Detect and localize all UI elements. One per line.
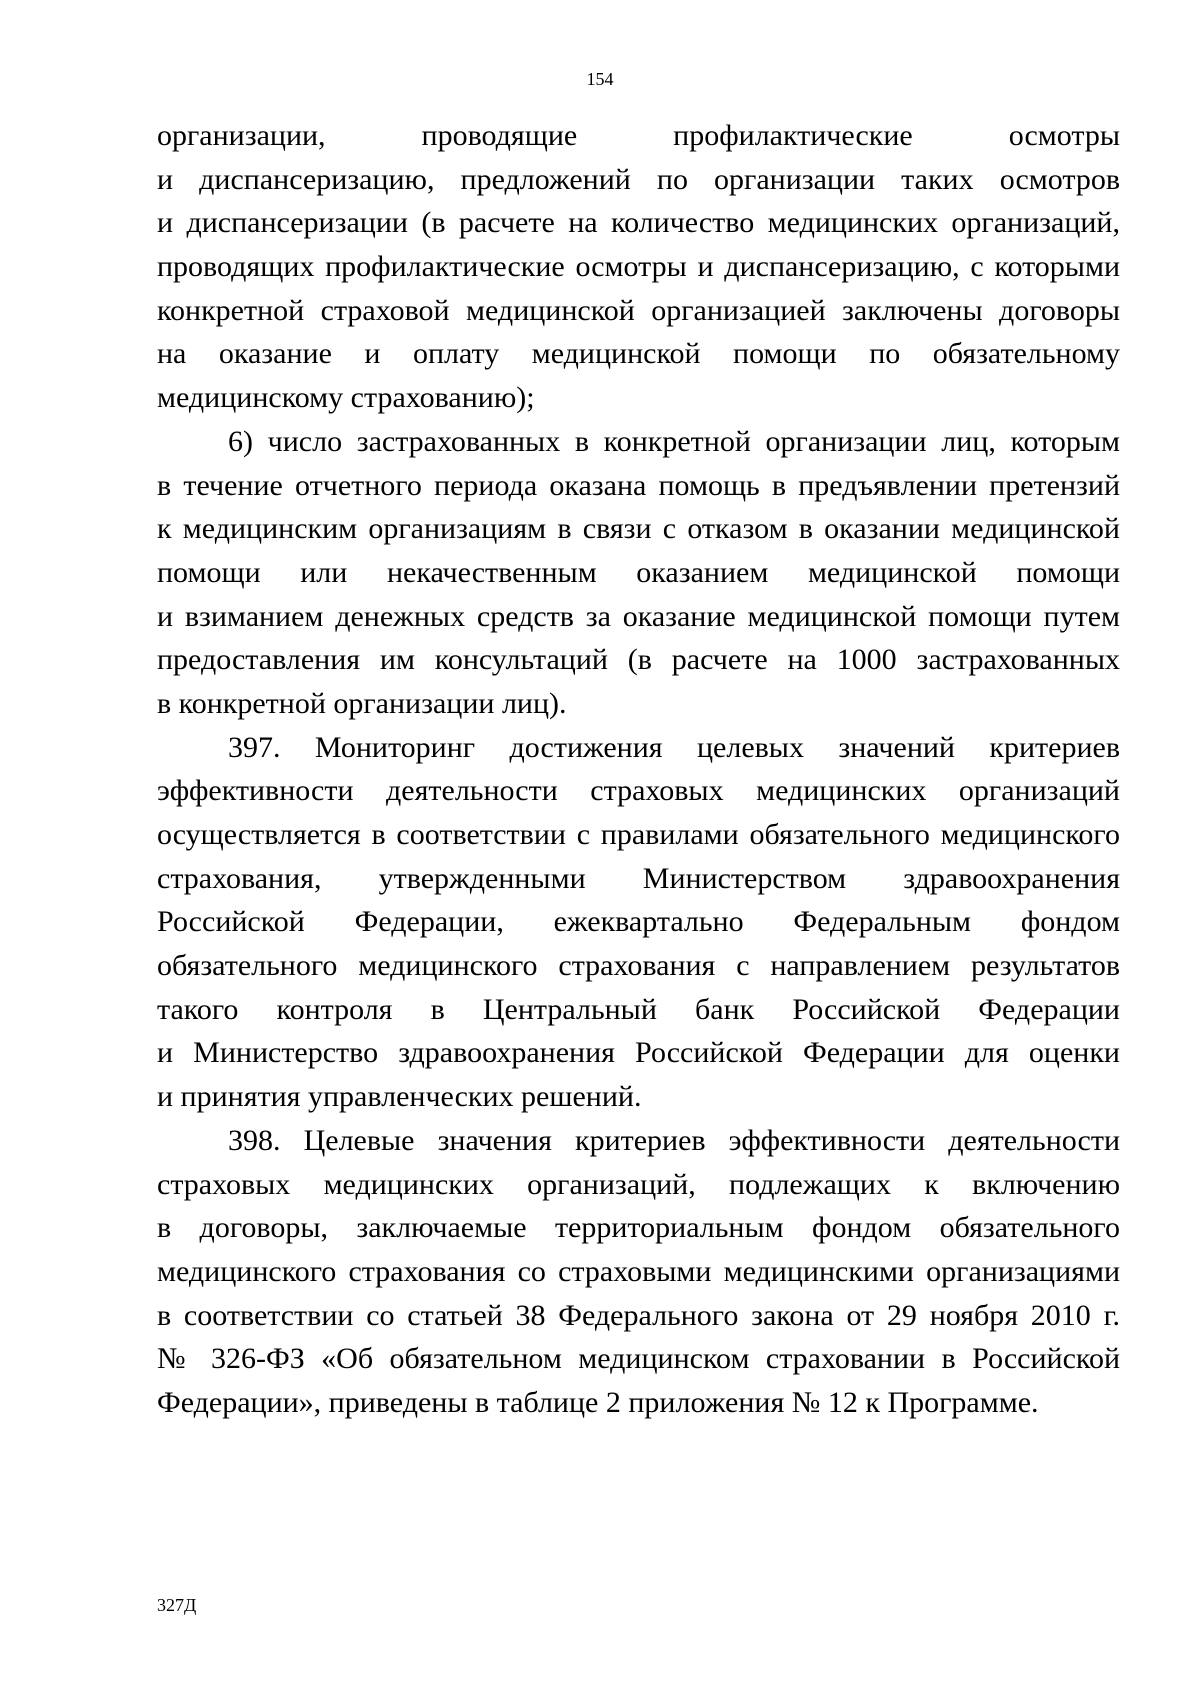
- text-line: и диспансеризацию, предложений по организации таких осмотров: [157, 162, 1120, 196]
- footer-document-code: 327Д: [157, 1595, 197, 1615]
- text-line: на оказание и оплату медицинской помощи по обязательному: [157, 337, 1120, 371]
- text-line: Федерации», приведены в таблице 2 приложения № 12 к Программе.: [157, 1385, 1039, 1419]
- text-line: № 326-ФЗ «Об обязательном медицинском страховании в Российской: [157, 1342, 1120, 1376]
- text-line: обязательного медицинского страхования с направлением результатов: [157, 949, 1120, 983]
- text-line: медицинскому страхованию);: [157, 381, 535, 415]
- text-line: и Министерство здравоохранения Российской Федерации для оценки: [157, 1036, 1120, 1070]
- text-line: в договоры, заключаемые территориальным фондом обязательного: [157, 1211, 1120, 1245]
- text-line: и диспансеризации (в расчете на количество медицинских организаций,: [157, 206, 1120, 240]
- text-line: проводящих профилактические осмотры и диспансеризацию, с которыми: [157, 250, 1120, 284]
- text-line: Российской Федерации, ежеквартально Федеральным фондом: [157, 905, 1120, 939]
- document-body: [157, 114, 1120, 1425]
- text-line: организации, проводящие профилактические осмотры: [157, 119, 1120, 152]
- paragraph-start-line: 6) число застрахованных в конкретной организации лиц, которым: [228, 424, 1120, 458]
- text-line: осуществляется в соответствии с правилами обязательного медицинского: [157, 818, 1120, 851]
- paragraph-start-line: 397. Мониторинг достижения целевых значений критериев: [228, 730, 1120, 764]
- text-line: и принятия управленческих решений.: [157, 1080, 642, 1114]
- paragraph-start-line: 398. Целевые значения критериев эффективности деятельности: [228, 1123, 1120, 1157]
- text-line: предоставления им консультаций (в расчете на 1000 застрахованных: [157, 643, 1120, 677]
- text-line: такого контроля в Центральный банк Российской Федерации: [157, 992, 1120, 1026]
- text-line: в течение отчетного периода оказана помощь в предъявлении претензий: [157, 468, 1120, 502]
- text-line: медицинского страхования со страховыми медицинскими организациями: [157, 1254, 1120, 1288]
- text-line: и взиманием денежных средств за оказание медицинской помощи путем: [157, 599, 1120, 633]
- text-line: конкретной страховой медицинской организацией заключены договоры: [157, 293, 1120, 327]
- text-line: эффективности деятельности страховых медицинских организаций: [157, 774, 1120, 808]
- text-line: к медицинским организациям в связи с отказом в оказании медицинской: [157, 512, 1120, 546]
- text-line: страхования, утвержденными Министерством здравоохранения: [157, 861, 1120, 895]
- text-line: страховых медицинских организаций, подлежащих к включению: [157, 1167, 1120, 1201]
- text-line: помощи или некачественным оказанием медицинской помощи: [157, 555, 1120, 589]
- text-line: в соответствии со статьей 38 Федерального закона от 29 ноября 2010 г.: [157, 1298, 1120, 1332]
- text-line: в конкретной организации лиц).: [157, 686, 567, 720]
- page-number: 154: [586, 69, 614, 89]
